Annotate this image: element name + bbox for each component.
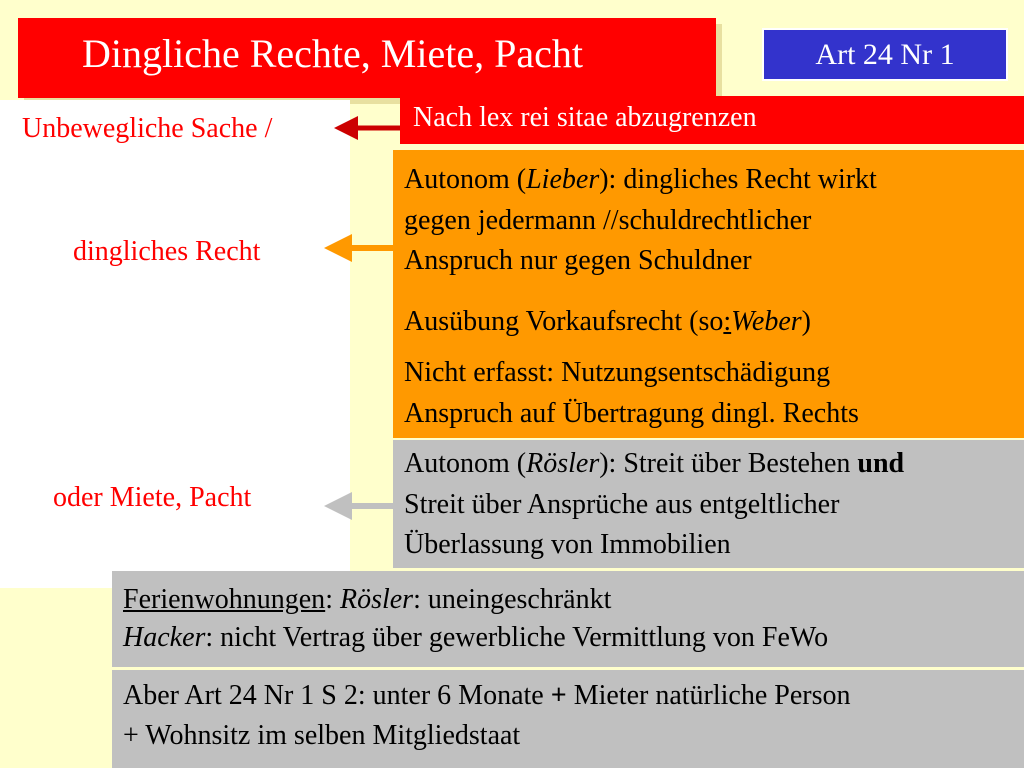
page-title: Dingliche Rechte, Miete, Pacht (82, 31, 583, 76)
orange-info-box (393, 150, 1024, 438)
orange-line-4: Ausübung Vorkaufsrecht (so:Weber) (404, 305, 811, 337)
orange-line-3: Anspruch nur gegen Schuldner (404, 245, 752, 276)
ferien-line-2: Hacker: nicht Vertrag über gewerbliche Vermittlung von FeWo (123, 622, 829, 653)
label-dingliches-recht: dingliches Recht (73, 236, 261, 267)
aber-line-2: + Wohnsitz im selben Mitgliedstaat (123, 720, 521, 751)
label-unbewegliche-sache: Unbewegliche Sache / (22, 113, 273, 144)
orange-line-2: gegen jedermann //schuldrechtlicher (404, 204, 812, 236)
aber-art24-box (112, 670, 1024, 768)
gray-info-box (393, 440, 1024, 568)
arrow-left-red-icon (332, 114, 402, 142)
arrow-left-gray-icon (322, 490, 396, 522)
gray-line-1: Autonom (Rösler): Streit über Bestehen und (404, 448, 905, 479)
orange-line-1: Autonom (Lieber): dingliches Recht wirkt (404, 164, 877, 195)
left-panel (0, 100, 350, 588)
label-miete-pacht: oder Miete, Pacht (53, 482, 252, 513)
aber-line-1: Aber Art 24 Nr 1 S 2: unter 6 Monate + Mieter natürliche Person (123, 680, 851, 711)
ferien-line-1: Ferienwohnungen: Rösler: uneingeschränkt (123, 584, 612, 615)
ferienwohnungen-box (112, 571, 1024, 667)
arrow-left-orange-icon (322, 232, 396, 264)
orange-line-6: Anspruch auf Übertragung dingl. Rechts (404, 397, 859, 429)
orange-line-5: Nicht erfasst: Nutzungsentschädigung (404, 357, 831, 388)
lex-rei-sitae-box: Nach lex rei sitae abzugrenzen (400, 96, 1024, 144)
gray-line-3: Überlassung von Immobilien (404, 529, 731, 560)
gray-line-2: Streit über Ansprüche aus entgeltlicher (404, 488, 840, 520)
article-badge: Art 24 Nr 1 (762, 28, 1008, 81)
